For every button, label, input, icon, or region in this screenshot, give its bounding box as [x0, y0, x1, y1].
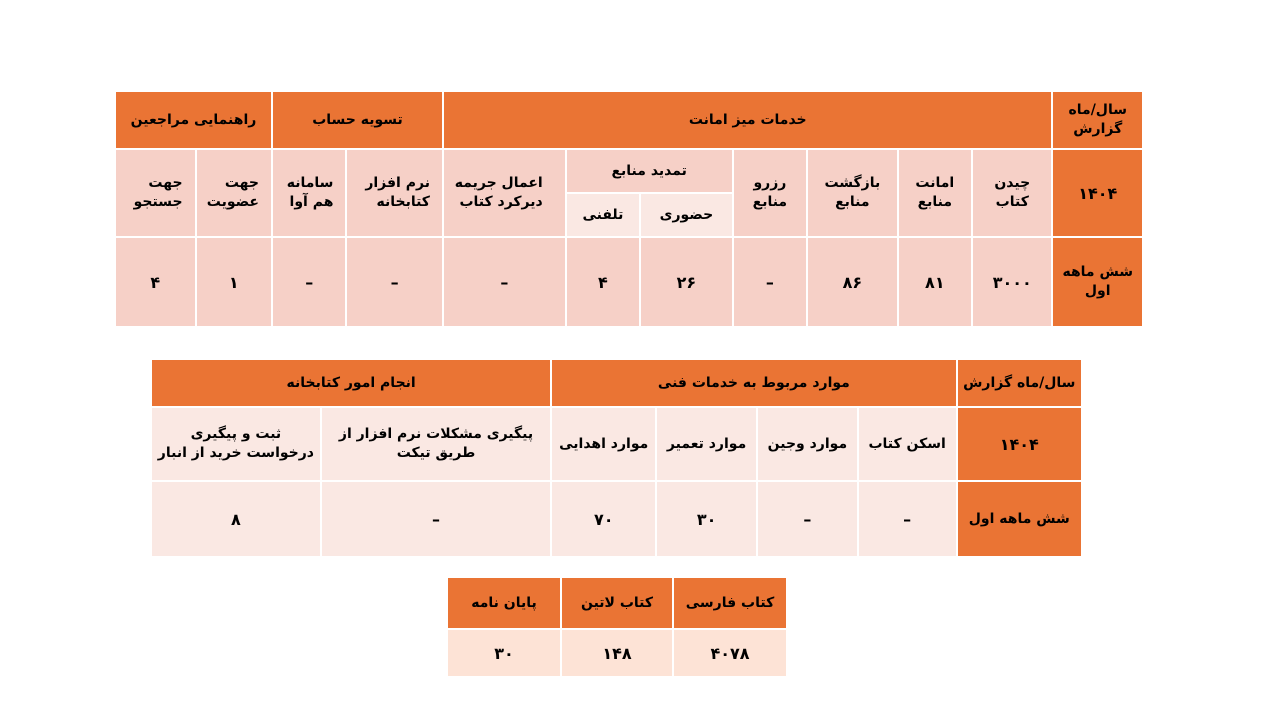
renewal-in-person-header: حضوری: [641, 194, 732, 236]
reserve-header: رزرو منابع: [734, 150, 806, 236]
loan-value: ۸۱: [899, 238, 971, 326]
loan-header: امانت منابع: [899, 150, 971, 236]
settlement-group-header: تسویه حساب: [273, 92, 442, 148]
period-cell: شش ماهه اول: [1053, 238, 1142, 326]
donations-header: موارد اهدایی: [552, 408, 655, 480]
affairs-group-header: انجام امور کتابخانه: [152, 360, 550, 406]
latin-books-value: ۱۴۸: [562, 630, 672, 676]
circulation-services-table: [114, 90, 1144, 328]
purchase-requests-header: ثبت و پیگیری درخواست خرید از انبار: [152, 408, 320, 480]
purchase-requests-value: ۸: [152, 482, 320, 556]
persian-books-value: ۴۰۷۸: [674, 630, 786, 676]
renewal-in-person-value: ۲۶: [641, 238, 732, 326]
year-cell: ۱۴۰۴: [1053, 150, 1142, 236]
shelving-header: چیدن کتاب: [973, 150, 1051, 236]
binding-header: موارد وجین: [758, 408, 857, 480]
technical-group-header: موارد مربوط به خدمات فنی: [552, 360, 955, 406]
persian-books-header: کتاب فارسی: [674, 578, 786, 628]
late-fine-value: –: [444, 238, 565, 326]
membership-header: جهت عضویت: [197, 150, 271, 236]
membership-value: ۱: [197, 238, 271, 326]
theses-header: پایان نامه: [448, 578, 560, 628]
library-software-header: نرم افزار کتابخانه: [347, 150, 442, 236]
theses-value: ۳۰: [448, 630, 560, 676]
software-issues-header: پیگیری مشکلات نرم افزار از طریق تیکت: [322, 408, 550, 480]
software-issues-value: –: [322, 482, 550, 556]
scan-value: –: [859, 482, 956, 556]
year-month-label-cell: سال/ماه گزارش: [1053, 92, 1142, 148]
latin-books-header: کتاب لاتین: [562, 578, 672, 628]
binding-value: –: [758, 482, 857, 556]
return-value: ۸۶: [808, 238, 897, 326]
library-software-value: –: [347, 238, 442, 326]
collection-counts-table: [446, 576, 788, 678]
hamava-system-header: سامانه هم آوا: [273, 150, 345, 236]
reserve-value: –: [734, 238, 806, 326]
repair-header: موارد تعمیر: [657, 408, 756, 480]
shelving-value: ۳۰۰۰: [973, 238, 1051, 326]
donations-value: ۷۰: [552, 482, 655, 556]
scan-header: اسکن کتاب: [859, 408, 956, 480]
year-cell: ۱۴۰۴: [958, 408, 1081, 480]
renewal-header: تمدید منابع: [567, 150, 732, 192]
search-value: ۴: [116, 238, 195, 326]
renewal-phone-header: تلفنی: [567, 194, 639, 236]
guidance-group-header: راهنمایی مراجعین: [116, 92, 271, 148]
year-month-label-cell: سال/ماه گزارش: [958, 360, 1081, 406]
late-fine-header: اعمال جریمه دیرکرد کتاب: [444, 150, 565, 236]
repair-value: ۳۰: [657, 482, 756, 556]
return-header: بازگشت منابع: [808, 150, 897, 236]
renewal-phone-value: ۴: [567, 238, 639, 326]
search-header: جهت جستجو: [116, 150, 195, 236]
circulation-group-header: خدمات میز امانت: [444, 92, 1052, 148]
period-cell: شش ماهه اول: [958, 482, 1081, 556]
hamava-system-value: –: [273, 238, 345, 326]
technical-services-table: [150, 358, 1083, 558]
